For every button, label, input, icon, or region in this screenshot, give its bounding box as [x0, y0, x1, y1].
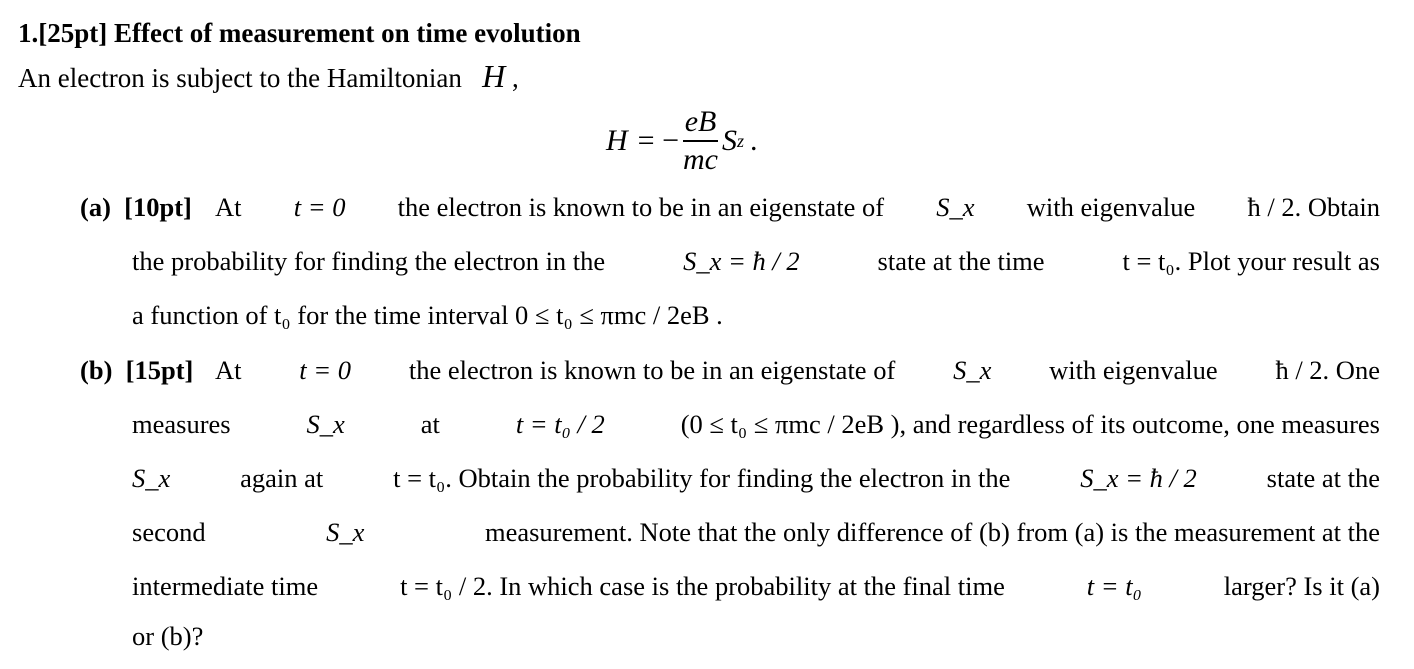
part-b-line-4: second S_x measurement. Note that the only difference of (b) from (a) is the measurement at the	[132, 517, 1380, 547]
intro-symbol: H	[482, 58, 506, 94]
part-a-label: (a) [10pt]	[80, 192, 192, 222]
intro-trail: ,	[512, 63, 519, 93]
part-b-line-2: measures S_x at t = t₀ / 2 (0 ≤ t₀ ≤ πmc / 2eB ), and regardless of its outcome, one measures	[132, 409, 1380, 439]
equation-equals: = −	[637, 124, 680, 157]
fraction-numerator: eB	[684, 105, 717, 138]
part-b-line-6: or (b)?	[132, 621, 204, 651]
part-a-line-1: At t = 0 the electron is known to be in an eigenstate of S_x with eigenvalue ħ / 2. Obtain	[215, 192, 1380, 222]
intro-text: An electron is subject to the Hamiltonian	[18, 63, 462, 93]
fraction-bar	[683, 140, 718, 142]
equation-lhs: H	[606, 124, 628, 157]
part-b-label: (b) [15pt]	[80, 355, 194, 385]
part-a-points: [10pt]	[124, 192, 192, 222]
equation-end: .	[750, 124, 758, 157]
part-b-points: [15pt]	[125, 355, 194, 385]
fraction-denominator: mc	[683, 143, 718, 176]
part-b-line-5: intermediate time t = t₀ / 2. In which case is the probability at the final time t = t₀ larger? Is it (a)	[132, 571, 1380, 601]
hamiltonian-equation	[606, 96, 758, 186]
intro-sentence	[18, 58, 519, 95]
equation-rhs: S	[722, 124, 737, 157]
equation-fraction	[683, 106, 718, 176]
part-a-line-3: a function of t₀ for the time interval 0 ≤ t₀ ≤ πmc / 2eB .	[132, 300, 723, 330]
problem-title: 1.[25pt] Effect of measurement on time evolution	[18, 18, 581, 48]
part-a-line-2: the probability for finding the electron in the S_x = ħ / 2 state at the time t = t₀. Plot your result as	[132, 246, 1380, 276]
equation-rhs-subscript: z	[737, 130, 745, 151]
part-b-line-1: At t = 0 the electron is known to be in an eigenstate of S_x with eigenvalue ħ / 2. One	[215, 355, 1380, 385]
part-b-line-3: S_x again at t = t₀. Obtain the probability for finding the electron in the S_x = ħ / 2 state at the	[132, 463, 1380, 493]
